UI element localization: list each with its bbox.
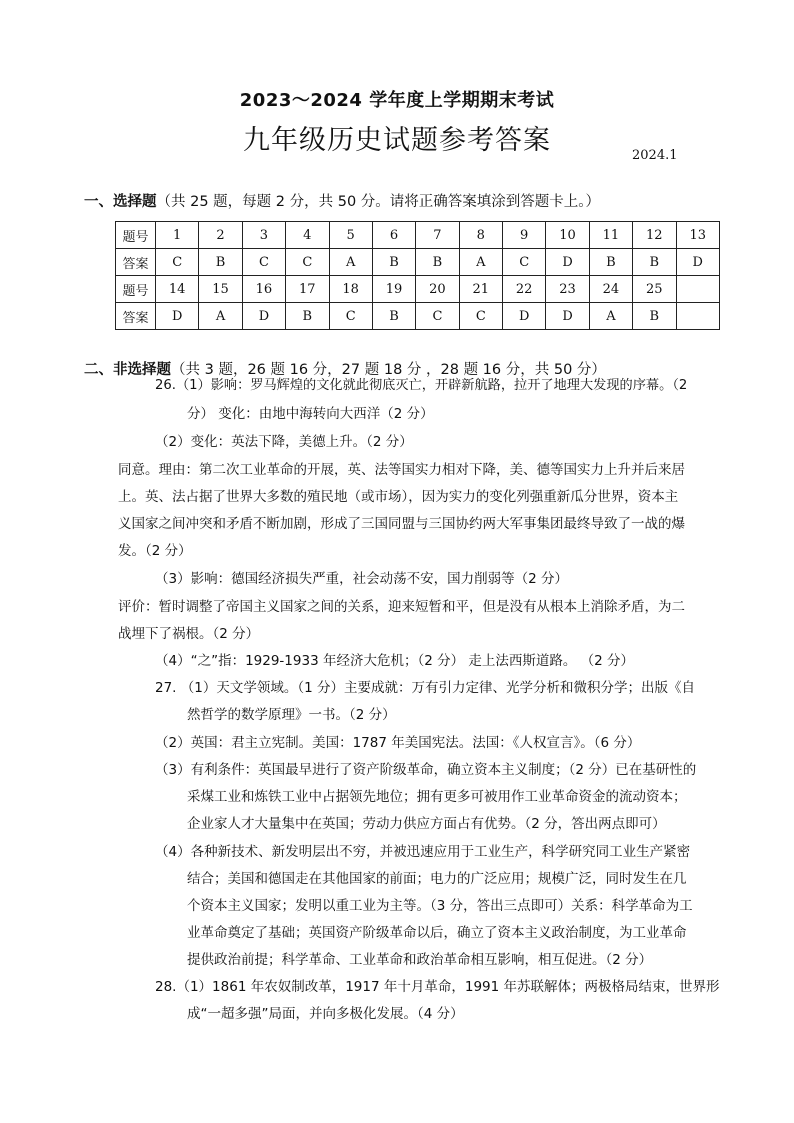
answer-line: 成“一超多强”局面，并向多极化发展。（4 分） — [187, 1006, 464, 1022]
answer-cell: B — [416, 249, 459, 276]
answer-cell — [676, 303, 720, 330]
answer-cell: C — [286, 249, 329, 276]
answer-cell: B — [372, 249, 415, 276]
question-number: 12 — [633, 222, 676, 249]
answer-cell: B — [199, 249, 242, 276]
answer-line: 同意。理由：第二次工业革命的开展，英、法等国实力相对下降，美、德等国实力上升并后来居 — [118, 462, 685, 478]
question-number — [676, 276, 720, 303]
question-number: 7 — [416, 222, 459, 249]
question-number: 16 — [242, 276, 285, 303]
table-row — [116, 249, 720, 276]
question-number: 13 — [676, 222, 720, 249]
question-number: 11 — [589, 222, 632, 249]
answer-line: （4）“之”指：1929-1933 年经济大危机；（2 分） 走上法西斯道路。 （2 分） — [155, 653, 635, 669]
answer-line: 业革命奠定了基础；英国资产阶级革命以后，确立了资本主义政治制度，为工业革命 — [187, 925, 687, 941]
document-date: 2024.1 — [632, 148, 678, 163]
row-label: 题号 — [116, 222, 156, 249]
question-number: 1 — [156, 222, 199, 249]
row-label: 答案 — [116, 303, 156, 330]
answer-cell: A — [329, 249, 372, 276]
question-number: 21 — [459, 276, 502, 303]
question-number: 10 — [546, 222, 589, 249]
question-number: 18 — [329, 276, 372, 303]
answer-line: 上。英、法占据了世界大多数的殖民地（或市场），因为实力的变化列强重新瓜分世界，资本主 — [118, 489, 679, 505]
row-label: 答案 — [116, 249, 156, 276]
answer-cell: D — [156, 303, 199, 330]
table-row — [116, 303, 720, 330]
answer-line: 战埋下了祸根。（2 分） — [118, 626, 260, 642]
answer-line: 28.（1）1861 年农奴制改革，1917 年十月革命，1991 年苏联解体；两极格局结束，世界形 — [155, 979, 720, 995]
document-title: 九年级历史试题参考答案 — [243, 125, 551, 156]
answer-line: （3）有利条件：英国最早进行了资产阶级革命，确立资本主义制度；（2 分）已在基研性的 — [155, 762, 697, 778]
answer-line: （2）英国：君主立宪制。美国：1787 年美国宪法。法国：《人权宣言》。（6 分） — [155, 735, 641, 751]
answer-cell: B — [633, 303, 676, 330]
answer-line: 企业家人才大量集中在英国；劳动力供应方面占有优势。（2 分，答出两点即可） — [187, 816, 666, 832]
question-number: 20 — [416, 276, 459, 303]
answer-line: 26.（1）影响：罗马辉煌的文化就此彻底灭亡，开辟新航路，拉开了地理大发现的序幕。（2 — [155, 378, 688, 393]
question-number: 6 — [372, 222, 415, 249]
answer-cell: B — [372, 303, 415, 330]
question-number: 25 — [633, 276, 676, 303]
answer-line: 评价：暂时调整了帝国主义国家之间的关系，迎来短暂和平，但是没有从根本上消除矛盾，为二 — [118, 599, 685, 615]
answer-line: 义国家之间冲突和矛盾不断加剧，形成了三国同盟与三国协约两大军事集团最终导致了一战的爆 — [118, 516, 685, 532]
answer-line: 然哲学的数学原理》一书。（2 分） — [187, 707, 396, 723]
answer-cell: C — [459, 303, 502, 330]
answer-cell: A — [589, 303, 632, 330]
answer-line: （4）各种新技术、新发明层出不穷，并被迅速应用于工业生产，科学研究同工业生产紧密 — [155, 844, 691, 860]
table-row — [116, 222, 720, 249]
answer-line: 采煤工业和炼铁工业中占据领先地位；拥有更多可被用作工业革命资金的流动资本； — [187, 789, 687, 805]
section1-header — [84, 190, 600, 211]
question-number: 17 — [286, 276, 329, 303]
answer-cell: D — [242, 303, 285, 330]
answer-line: 提供政治前提；科学革命、工业革命和政治革命相互影响，相互促进。（2 分） — [187, 952, 653, 968]
answer-cell: D — [676, 249, 720, 276]
question-number: 3 — [242, 222, 285, 249]
answer-cell: A — [199, 303, 242, 330]
section1-note: （共 25 题，每题 2 分，共 50 分。请将正确答案填涂到答题卡上。） — [156, 194, 601, 210]
answer-line: 27. （1）天文学领域。（1 分）主要成就：万有引力定律、光学分析和微积分学；出版《自 — [155, 680, 695, 696]
answer-line: 个资本主义国家；发明以重工业为主等。（3 分，答出三点即可）关系：科学革命为工 — [187, 898, 693, 914]
question-number: 5 — [329, 222, 372, 249]
answer-cell: D — [546, 303, 589, 330]
answer-cell: D — [503, 303, 546, 330]
question-number: 15 — [199, 276, 242, 303]
answer-line: 分） 变化：由地中海转向大西洋（2 分） — [187, 406, 434, 422]
answer-table — [115, 221, 720, 330]
answer-cell: B — [589, 249, 632, 276]
question-number: 2 — [199, 222, 242, 249]
section2-note: （共 3 题，26 题 16 分，27 题 18 分 ，28 题 16 分，共 50 分） — [171, 362, 606, 378]
exam-title: 2023～2024 学年度上学期期末考试 — [239, 90, 555, 111]
section1-heading: 一、选择题 — [84, 194, 157, 210]
answer-cell: A — [459, 249, 502, 276]
table-row — [116, 276, 720, 303]
answer-cell: C — [416, 303, 459, 330]
answer-cell: B — [286, 303, 329, 330]
question-number: 8 — [459, 222, 502, 249]
answer-cell: C — [156, 249, 199, 276]
answer-line: （3）影响：德国经济损失严重，社会动荡不安，国力削弱等（2 分） — [155, 571, 568, 587]
answer-cell: C — [503, 249, 546, 276]
question-number: 9 — [503, 222, 546, 249]
answer-line: （2）变化：英法下降，美德上升。（2 分） — [155, 434, 413, 450]
question-number: 24 — [589, 276, 632, 303]
section2-heading: 二、非选择题 — [84, 362, 171, 378]
row-label: 题号 — [116, 276, 156, 303]
question-number: 22 — [503, 276, 546, 303]
answer-cell: C — [329, 303, 372, 330]
question-number: 23 — [546, 276, 589, 303]
answer-cell: D — [546, 249, 589, 276]
answer-cell: C — [242, 249, 285, 276]
question-number: 19 — [372, 276, 415, 303]
answer-line: 结合；美国和德国走在其他国家的前面；电力的广泛应用；规模广泛，同时发生在几 — [187, 871, 687, 887]
answer-cell: B — [633, 249, 676, 276]
answer-line: 发。（2 分） — [118, 543, 192, 559]
question-number: 14 — [156, 276, 199, 303]
question-number: 4 — [286, 222, 329, 249]
